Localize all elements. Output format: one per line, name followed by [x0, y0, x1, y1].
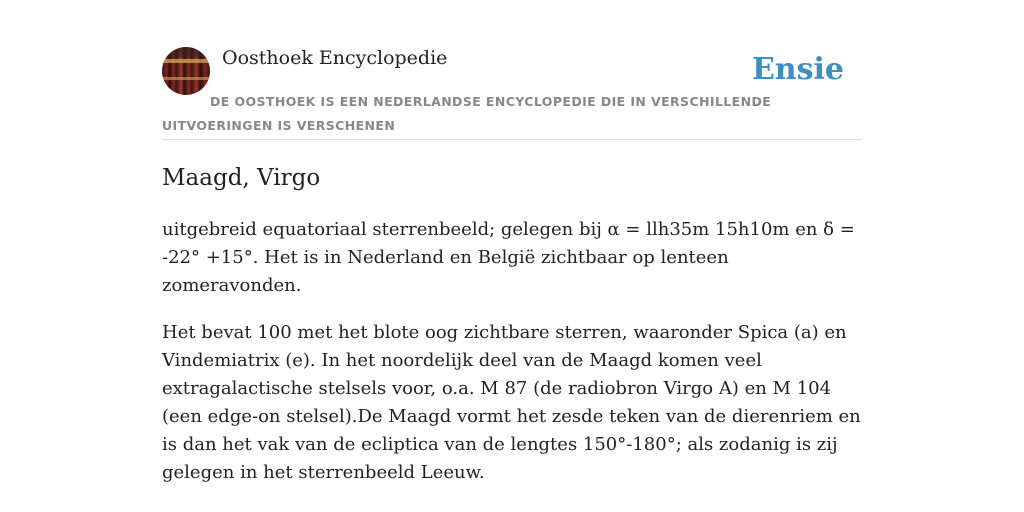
- article-paragraph: Het bevat 100 met het blote oog zichtbare sterren, waaronder Spica (a) en Vindemiatrix (e). In het noordelijk deel van de Maagd komen veel extragalactische stelsels voor, o.a. M 87 (de radiobron Virgo A) en M 104 (een edge-on stelsel).De Maagd vormt het zesde teken van de dierenriem en is dan het vak van de ecliptica van de lengtes 150°-180°; als zodanig is zij gelegen in het sterrenbeeld Leeuw.: [162, 322, 861, 483]
- article-body: [162, 216, 862, 506]
- ensie-logo-link[interactable]: Ensie: [751, 52, 844, 87]
- site-header: [162, 46, 862, 140]
- article-paragraph: uitgebreid equatoriaal sterrenbeeld; gelegen bij α = llh35m 15h10m en δ = -22° +15°. Het is in Nederland en België zichtbaar op lenteen zomeravonden.: [162, 219, 855, 296]
- site-tagline: DE OOSTHOEK IS EEN NEDERLANDSE ENCYCLOPEDIE DIE IN VERSCHILLENDE UITVOERINGEN IS VERSCHENEN: [162, 94, 772, 133]
- article-title: Maagd, Virgo: [162, 165, 321, 191]
- site-name-link[interactable]: Oosthoek Encyclopedie: [222, 47, 448, 69]
- encyclopedia-books-icon[interactable]: [162, 47, 210, 95]
